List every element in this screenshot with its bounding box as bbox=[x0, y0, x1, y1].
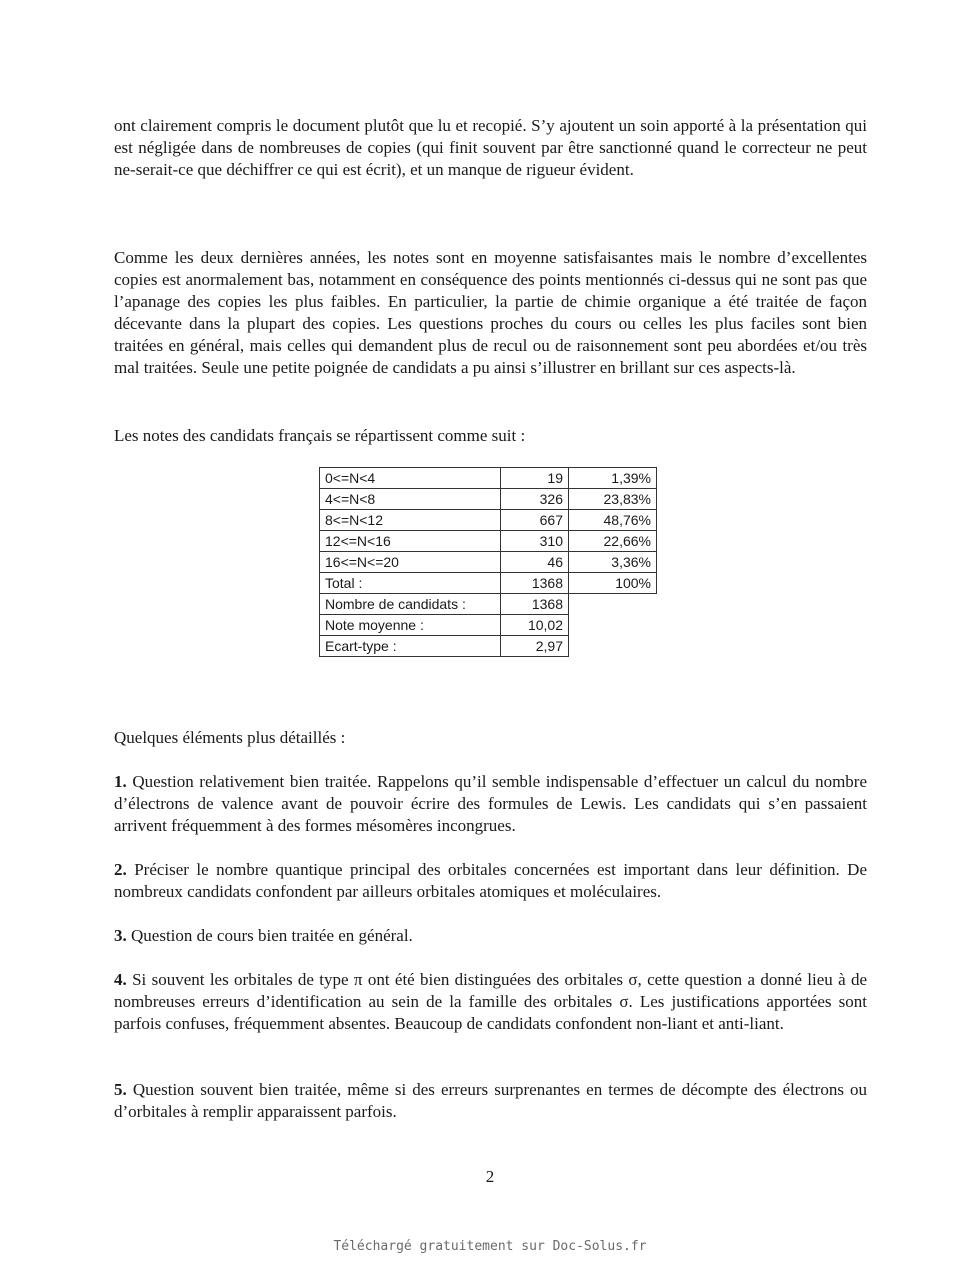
grade-count-cell: 667 bbox=[501, 510, 569, 531]
paragraph-distribution-intro: Les notes des candidats français se répartissent comme suit : bbox=[114, 426, 526, 445]
table-row-total bbox=[320, 573, 657, 594]
question-number: 4. bbox=[114, 970, 127, 989]
grade-count-cell: 19 bbox=[501, 468, 569, 489]
grades-table bbox=[319, 467, 657, 657]
total-percent-cell: 100% bbox=[569, 573, 657, 594]
question-text: Question souvent bien traitée, même si des erreurs surprenantes en termes de décompte des électrons ou d’orbitales à remplir apparaissent parfois. bbox=[114, 1080, 868, 1121]
total-label-cell: Total : bbox=[320, 573, 501, 594]
table-row bbox=[320, 510, 657, 531]
total-count-cell: 1368 bbox=[501, 573, 569, 594]
question-5-paragraph bbox=[114, 1079, 867, 1123]
table-row bbox=[320, 468, 657, 489]
grade-percent-cell: 1,39% bbox=[569, 468, 657, 489]
stat-value-cell: 10,02 bbox=[501, 615, 569, 636]
grade-range-cell: 4<=N<8 bbox=[320, 489, 501, 510]
paragraph-intro: ont clairement compris le document plutôt que lu et recopié. S’y ajoutent un soin apporté à la présentation qui est négligée dans de nombreuses de copies (qui finit souvent par être sanctionné quand le correcteur ne peut ne-serait-ce que déchiffrer ce qui est écrit), et un manque de rigueur évident. bbox=[114, 116, 867, 179]
question-1-paragraph bbox=[114, 771, 867, 837]
grade-range-cell: 0<=N<4 bbox=[320, 468, 501, 489]
question-text: Préciser le nombre quantique principal des orbitales concernées est important dans leur définition. De nombreux candidats confondent par ailleurs orbitales atomiques et moléculaires. bbox=[114, 860, 868, 901]
table-row-stat bbox=[320, 594, 657, 615]
table-row bbox=[320, 531, 657, 552]
grade-range-cell: 16<=N<=20 bbox=[320, 552, 501, 573]
table-row bbox=[320, 489, 657, 510]
question-text: Si souvent les orbitales de type π ont été bien distinguées des orbitales σ, cette question a donné lieu à de nombreuses erreurs d’identification au sein de la famille des orbitales σ. Les justifications apportées sont parfois confuses, fréquemment absentes. Beaucoup de candidats confondent non-liant et anti-liant. bbox=[114, 970, 868, 1033]
grade-range-cell: 8<=N<12 bbox=[320, 510, 501, 531]
question-number: 5. bbox=[114, 1080, 127, 1099]
paragraph-details-intro: Quelques éléments plus détaillés : bbox=[114, 728, 346, 747]
question-text: Question de cours bien traitée en général. bbox=[131, 926, 413, 945]
table-row bbox=[320, 552, 657, 573]
grade-percent-cell: 22,66% bbox=[569, 531, 657, 552]
stat-label-cell: Nombre de candidats : bbox=[320, 594, 501, 615]
stat-label-cell: Note moyenne : bbox=[320, 615, 501, 636]
grade-count-cell: 46 bbox=[501, 552, 569, 573]
question-3-paragraph bbox=[114, 925, 867, 947]
stat-value-cell: 1368 bbox=[501, 594, 569, 615]
question-number: 1. bbox=[114, 772, 127, 791]
grade-percent-cell: 23,83% bbox=[569, 489, 657, 510]
question-2-paragraph bbox=[114, 859, 867, 903]
table-row-stat bbox=[320, 636, 657, 657]
question-number: 3. bbox=[114, 926, 127, 945]
question-4-paragraph bbox=[114, 969, 867, 1035]
stat-label-cell: Ecart-type : bbox=[320, 636, 501, 657]
grade-percent-cell: 48,76% bbox=[569, 510, 657, 531]
grade-count-cell: 310 bbox=[501, 531, 569, 552]
grade-percent-cell: 3,36% bbox=[569, 552, 657, 573]
page-number: 2 bbox=[485, 1167, 495, 1186]
table-row-stat bbox=[320, 615, 657, 636]
paragraph-results: Comme les deux dernières années, les notes sont en moyenne satisfaisantes mais le nombre d’excellentes copies est anormalement bas, notamment en conséquence des points mentionnés ci-dessus qui ne sont pas que l’apanage des copies les plus faibles. En particulier, la partie de chimie organique a été traitée de façon décevante dans la plupart des copies. Les questions proches du cours ou celles les plus faciles sont bien traitées en général, mais celles qui demandent plus de recul ou de raisonnement sont peu abordées et/ou très mal traitées. Seule une petite poignée de candidats a pu ainsi s’illustrer en brillant sur ces aspects-là. bbox=[114, 248, 867, 377]
stat-value-cell: 2,97 bbox=[501, 636, 569, 657]
grade-count-cell: 326 bbox=[501, 489, 569, 510]
download-footer: Téléchargé gratuitement sur Doc-Solus.fr bbox=[333, 1239, 647, 1254]
question-number: 2. bbox=[114, 860, 127, 879]
question-text: Question relativement bien traitée. Rappelons qu’il semble indispensable d’effectuer un calcul du nombre d’électrons de valence avant de pouvoir écrire des formules de Lewis. Les candidats qui s’en passaient arrivent fréquemment à des formes mésomères incongrues. bbox=[114, 772, 868, 835]
grade-range-cell: 12<=N<16 bbox=[320, 531, 501, 552]
